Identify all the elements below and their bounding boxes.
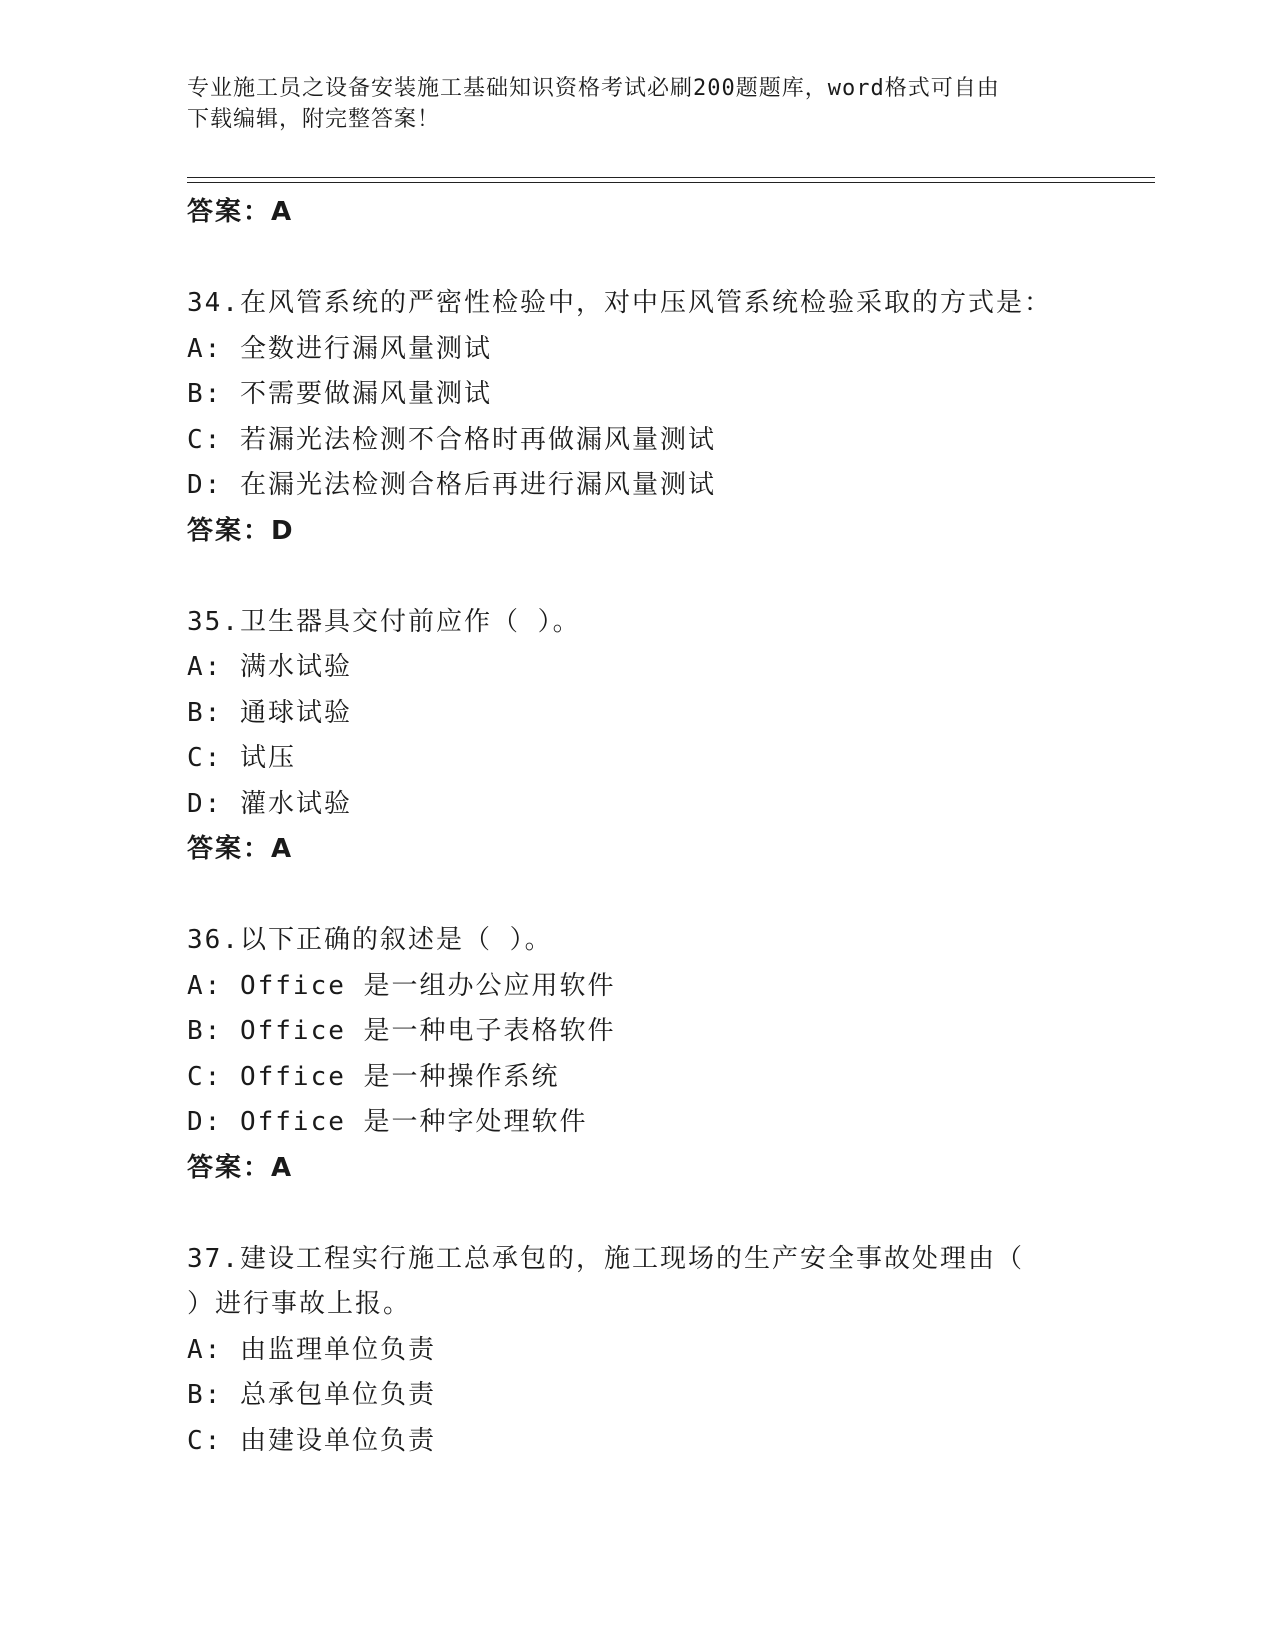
spacer: [187, 1191, 1147, 1237]
spacer: [187, 873, 1147, 919]
question-36: [187, 918, 1147, 1191]
option-a: A: 由监理单位负责: [187, 1334, 436, 1365]
document-header: [187, 73, 1087, 135]
answer-line: 答案：A: [187, 197, 294, 227]
option-b: B: Office 是一种电子表格软件: [187, 1016, 616, 1046]
option-d: D: 灌水试验: [187, 788, 352, 819]
question-37: [187, 1237, 1147, 1465]
option-c: C: 试压: [187, 743, 296, 773]
question-stem: 36.以下正确的叙述是（ ）。: [187, 925, 553, 955]
question-stem: 35.卫生器具交付前应作（ ）。: [187, 606, 581, 637]
question-stem: 37.建设工程实行施工总承包的，施工现场的生产安全事故处理由（: [187, 1243, 1024, 1274]
answer-line: 答案：A: [187, 1152, 294, 1183]
header-line-2: 下载编辑，附完整答案！: [187, 107, 441, 132]
option-a: A: Office 是一组办公应用软件: [187, 970, 616, 1001]
option-b: B: 不需要做漏风量测试: [187, 379, 492, 409]
question-stem: 34.在风管系统的严密性检验中，对中压风管系统检验采取的方式是：: [187, 288, 1052, 318]
option-d: D: Office 是一种字处理软件: [187, 1107, 588, 1137]
header-divider-top: [187, 177, 1155, 178]
question-35: [187, 600, 1147, 873]
option-a: A: 满水试验: [187, 652, 352, 682]
header-line-1: 专业施工员之设备安装施工基础知识资格考试必刷200题题库，word格式可自由: [187, 76, 1000, 101]
option-d: D: 在漏光法检测合格后再进行漏风量测试: [187, 470, 716, 500]
option-c: C: 若漏光法检测不合格时再做漏风量测试: [187, 424, 716, 455]
question-list: [187, 190, 1147, 1464]
option-a: A: 全数进行漏风量测试: [187, 333, 492, 364]
option-c: C: Office 是一种操作系统: [187, 1061, 560, 1092]
answer-line: 答案：D: [187, 515, 295, 546]
option-c: C: 由建设单位负责: [187, 1425, 436, 1456]
answer-line: 答案：A: [187, 834, 294, 864]
option-b: B: 通球试验: [187, 697, 352, 728]
header-divider-bottom: [187, 182, 1155, 183]
option-b: B: 总承包单位负责: [187, 1380, 436, 1410]
question-stem-continued: ）进行事故上报。: [187, 1289, 412, 1319]
spacer: [187, 554, 1147, 600]
spacer: [187, 236, 1147, 282]
question-34: [187, 281, 1147, 554]
